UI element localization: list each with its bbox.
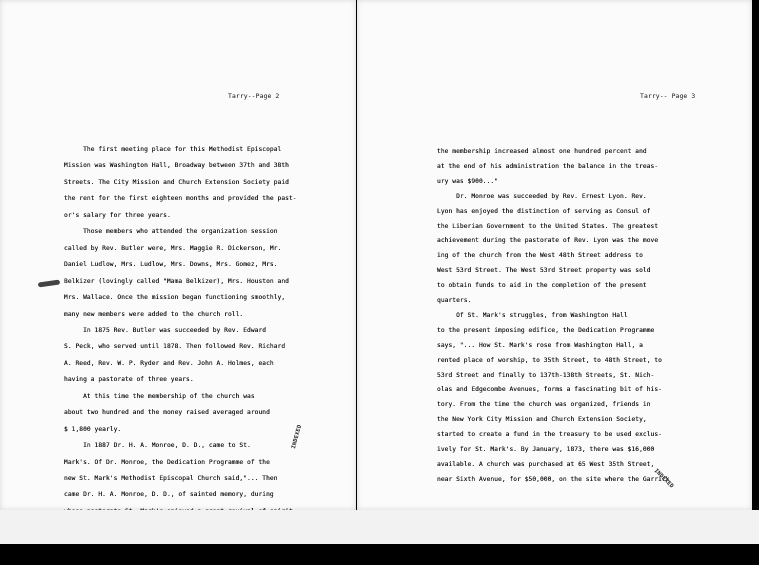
text-line: many new members were added to the church roll.	[64, 310, 244, 318]
text-line: ing of the church from the West 48th Street address to	[437, 252, 643, 260]
text-line: Daniel Ludlow, Mrs. Ludlow, Mrs. Downs, Mrs. Gomez, Mrs.	[64, 261, 278, 269]
text-line: Belkizer (lovingly called "Mama Belkizer), Mrs. Houston and	[64, 277, 289, 285]
text-line: Mission was Washington Hall, Broadway between 37th and 38th	[64, 162, 289, 170]
text-line: Dr. Monroe was succeeded by Rev. Ernest Lyon. Rev.	[437, 192, 647, 200]
text-line: says, "... How St. Mark's rose from Washington Hall, a	[437, 341, 643, 349]
text-line: S. Peck, who served until 1878. Then followed Rev. Richard	[64, 343, 286, 351]
text-line: about two hundred and the money raised averaged around	[64, 409, 270, 417]
text-line: Those members who attended the organization session	[64, 228, 278, 236]
text-line: came Dr. H. A. Monroe, D. D., of sainted memory, during	[64, 491, 274, 499]
text-line: ury was $900..."	[437, 177, 499, 185]
page-header: Tarry--Page 2	[228, 92, 280, 100]
left-page	[0, 0, 356, 510]
text-line: having a pastorate of three years.	[64, 376, 194, 384]
text-line: In 1875 Rev. Butler was succeeded by Rev. Edward	[64, 326, 267, 334]
text-line: Mrs. Wallace. Once the mission began functioning smoothly,	[64, 294, 286, 302]
text-line: A. Reed, Rev. W. P. Ryder and Rev. John A. Holmes, each	[64, 359, 274, 367]
text-line: available. A church was purchased at 65 West 35th Street,	[437, 460, 655, 468]
text-line: to the present imposing edifice, the Dedication Programme	[437, 326, 655, 334]
text-line: started to create a fund in the treasury to be used exclus-	[437, 431, 662, 439]
page-header: Tarry-- Page 3	[640, 92, 696, 100]
text-line: the New York City Mission and Church Extension Society,	[437, 416, 647, 424]
text-line: the membership increased almost one hundred percent and	[437, 148, 647, 155]
text-line: 53rd Street and finally to 137th-138th Streets, St. Nich-	[437, 371, 655, 379]
text-line: Mark's. Of Dr. Monroe, the Dedication Programme of the	[64, 458, 270, 466]
text-line: tory. From the time the church was organized, friends in	[437, 401, 651, 409]
text-line: Lyon has enjoyed the distinction of serving as Consul of	[437, 207, 651, 215]
indexed-stamp: INDEXED	[652, 468, 675, 490]
text-line: near Sixth Avenue, for $50,000, on the site where the Garrick	[437, 475, 670, 483]
text-line: achievement during the pastorate of Rev. Lyon was the move	[437, 237, 659, 245]
text-line: The first meeting place for this Methodist Episcopal	[64, 146, 282, 153]
text-line: West 53rd Street. The West 53rd Street property was sold	[437, 267, 651, 275]
scanner-bed-strip	[0, 510, 759, 544]
text-line: In 1887 Dr. H. A. Monroe, D. D., came to St.	[64, 442, 251, 450]
indexed-stamp: INDEXED	[291, 424, 304, 450]
ink-smudge	[38, 279, 60, 287]
text-line: quarters.	[437, 297, 472, 304]
text-line: olas and Edgecombe Avenues, forms a fascinating bit of his-	[437, 386, 662, 394]
text-line: At this time the membership of the church was	[64, 392, 255, 400]
text-line: new St. Mark's Methodist Episcopal Church said,"... Then	[64, 475, 278, 482]
text-line: the Liberian Government to the United States. The greatest	[437, 222, 659, 230]
text-line: called by Rev. Butler were, Mrs. Maggie R. Dickerson, Mr.	[64, 244, 282, 252]
text-line: rented place of worship, to 35th Street, to 48th Street, to	[437, 356, 662, 364]
text-line: the rent for the first eighteen months and provided the past-	[64, 195, 297, 203]
text-line: Of St. Mark's struggles, from Washington Hall	[437, 311, 628, 319]
text-line: or's salary for three years.	[64, 211, 171, 219]
text-line: at the end of his administration the balance in the treas-	[437, 162, 659, 170]
right-page	[357, 0, 752, 510]
text-line: $ 1,800 yearly.	[64, 425, 122, 433]
text-line: to obtain funds to aid in the completion of the present	[437, 282, 647, 290]
text-line: Streets. The City Mission and Church Extension Society paid	[64, 178, 289, 186]
text-line: ively for St. Mark's. By January, 1873, there was $16,000	[437, 446, 655, 453]
